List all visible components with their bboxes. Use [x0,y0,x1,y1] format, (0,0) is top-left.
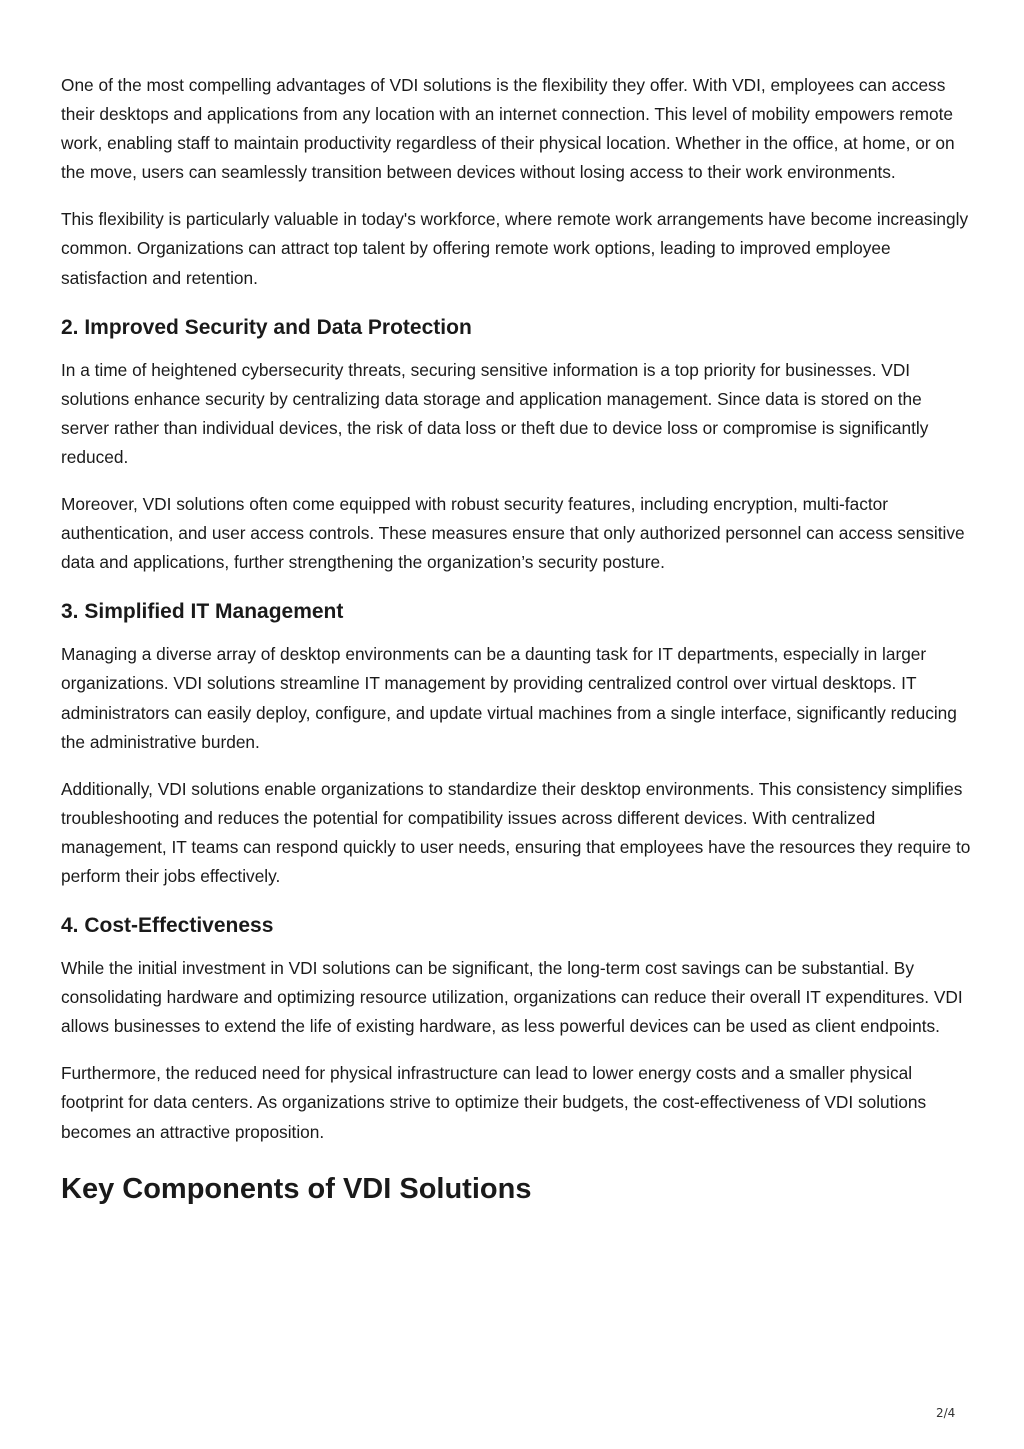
cost-paragraph-2: Furthermore, the reduced need for physical infrastructure can lead to lower energy costs and a smaller physical footprint for data centers. As organizations strive to optimize their budgets, the cost-effectiveness of VDI solutions becomes an attractive proposition. [61,1063,927,1142]
intro-paragraph-1: One of the most compelling advantages of VDI solutions is the flexibility they offer. With VDI, employees can access their desktops and applications from any location with an internet connection. This level of mobility empowers remote work, enabling staff to maintain productivity regardless of their physical location. Whether in the office, at home, or on the move, users can seamlessly transition between devices without losing access to their work environments. [61,75,955,183]
security-paragraph-1: In a time of heightened cybersecurity threats, securing sensitive information is a top priority for businesses. VDI solutions enhance security by centralizing data storage and application management. Since data is stored on the server rather than individual devices, the risk of data loss or theft due to device loss or compromise is significantly reduced. [61,359,929,467]
section-heading-security: 2. Improved Security and Data Protection [61,315,472,339]
it-management-paragraph-1: Managing a diverse array of desktop environments can be a daunting task for IT departments, especially in larger organizations. VDI solutions streamline IT management by providing centralized control over virtual desktops. IT administrators can easily deploy, configure, and update virtual machines from a single interface, significantly reducing the administrative burden. [61,644,957,752]
main-heading: Key Components of VDI Solutions [61,1172,532,1205]
document-page [61,71,971,1207]
security-paragraph-2: Moreover, VDI solutions often come equipped with robust security features, including encryption, multi-factor authentication, and user access controls. These measures ensure that only authorized personnel can access sensitive data and applications, further strengthening the organization’s security posture. [61,494,965,573]
intro-paragraph-2: This flexibility is particularly valuable in today's workforce, where remote work arrangements have become increasingly common. Organizations can attract top talent by offering remote work options, leading to improved employee satisfaction and retention. [61,209,969,288]
page-number: 2/4 [936,1406,956,1420]
it-management-paragraph-2: Additionally, VDI solutions enable organizations to standardize their desktop environments. This consistency simplifies troubleshooting and reduces the potential for compatibility issues across different devices. With centralized management, IT teams can respond quickly to user needs, ensuring that employees have the resources they require to perform their jobs effectively. [61,778,971,886]
section-heading-it-management: 3. Simplified IT Management [61,600,344,624]
cost-paragraph-1: While the initial investment in VDI solutions can be significant, the long-term cost savings can be substantial. By consolidating hardware and optimizing resource utilization, organizations can reduce their overall IT expenditures. VDI allows businesses to extend the life of existing hardware, as less powerful devices can be used as client endpoints. [61,958,963,1037]
section-heading-cost: 4. Cost-Effectiveness [61,914,274,938]
